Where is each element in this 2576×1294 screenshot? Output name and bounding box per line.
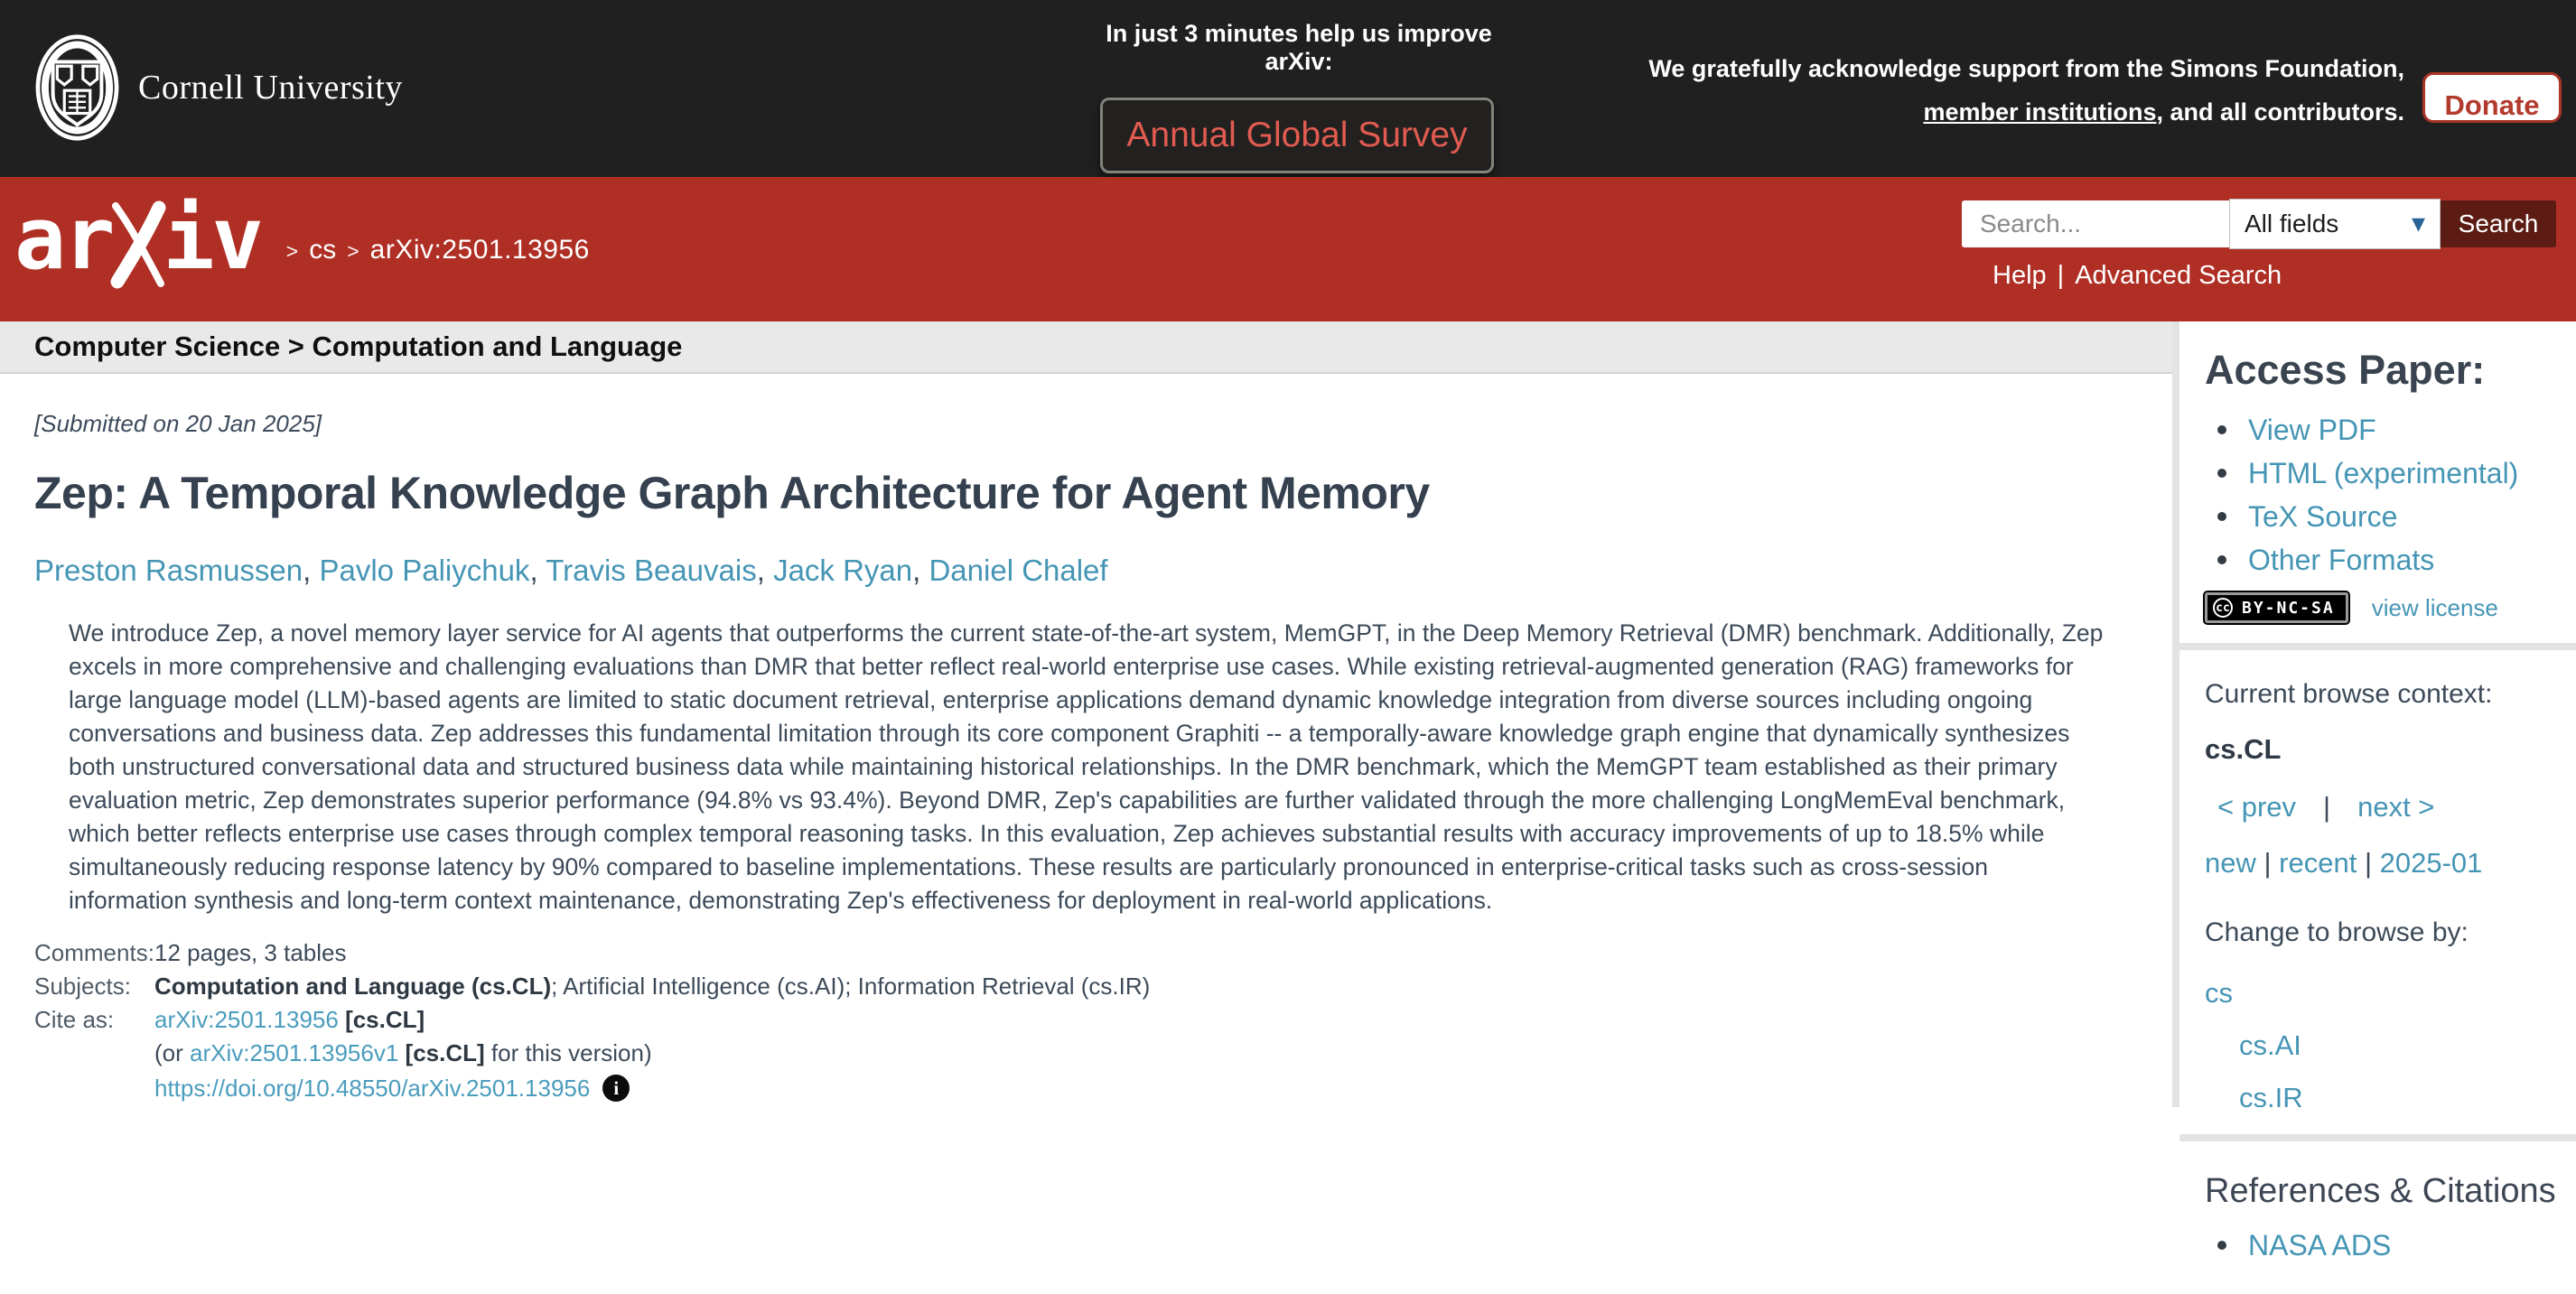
abs-main: [0, 321, 2172, 1107]
comments-label: Comments:: [34, 939, 154, 966]
pipe-separator: |: [2323, 791, 2331, 823]
listing-link[interactable]: new: [2205, 847, 2256, 879]
arxiv-logo[interactable]: [14, 190, 261, 289]
bullet-icon: [2217, 512, 2226, 521]
search-button[interactable]: Search: [2441, 200, 2556, 247]
member-institutions-link[interactable]: member institutions: [1923, 98, 2157, 126]
arxiv-logo-ar: ar: [14, 190, 113, 289]
sidebar-divider: [2179, 643, 2576, 650]
breadcrumb-paper-id: arXiv:2501.13956: [369, 235, 590, 265]
list-item: [2205, 499, 2558, 533]
cc-badge-label: BY-NC-SA: [2242, 598, 2335, 618]
content-sidebar-divider: [2172, 321, 2179, 1107]
html-experimental-link[interactable]: HTML (experimental): [2248, 456, 2519, 489]
info-icon[interactable]: i: [602, 1075, 630, 1102]
subjects-label: Subjects:: [34, 973, 131, 1000]
annual-global-survey-button[interactable]: Annual Global Survey: [1100, 98, 1494, 173]
author-link[interactable]: Travis Beauvais: [546, 554, 757, 587]
content-row: [0, 321, 2576, 1261]
support-line-1: We gratefully acknowledge support from the Simons Foundation,: [1648, 55, 2404, 82]
search-help-row: [1962, 261, 2556, 291]
list-item: [2205, 545, 2558, 574]
arxiv-chi-icon: [107, 195, 170, 293]
sidebar-divider: [2179, 1134, 2576, 1141]
listing-nav: [2205, 847, 2558, 880]
advanced-search-link[interactable]: Advanced Search: [2075, 261, 2282, 290]
separator: |: [2255, 847, 2280, 879]
chevron-down-icon: ▾: [2411, 209, 2425, 238]
references-citations-section: [2179, 1141, 2576, 1294]
access-links-list: [2205, 415, 2558, 574]
view-pdf-link[interactable]: View PDF: [2248, 413, 2376, 446]
primary-subject: Computation and Language (cs.CL): [154, 973, 552, 1000]
cite-id-line: [154, 1008, 652, 1031]
field-selector-value: All fields: [2245, 209, 2339, 237]
comments-row: [34, 941, 2138, 964]
bullet-icon: [2217, 425, 2226, 434]
listing-link[interactable]: 2025-01: [2379, 847, 2483, 879]
author-link[interactable]: Jack Ryan: [773, 554, 913, 587]
breadcrumb-gt-icon: >: [347, 239, 359, 263]
doi-line: [154, 1075, 652, 1102]
cs-category-link[interactable]: cs: [2205, 977, 2233, 1009]
browse-context-section: [2179, 650, 2576, 1134]
metadata-table: [34, 941, 2138, 1102]
references-links-list: [2205, 1228, 2558, 1261]
version-suffix: for this version): [484, 1039, 652, 1066]
cs-ai-category-link[interactable]: cs.AI: [2239, 1029, 2301, 1061]
subjects-row: [34, 974, 2138, 998]
author-link[interactable]: Preston Rasmussen: [34, 554, 303, 587]
separator: ,: [303, 554, 320, 587]
separator: ,: [529, 554, 546, 587]
cornell-brand-name: Cornell University: [138, 69, 403, 107]
bullet-icon: [2217, 1241, 2226, 1250]
breadcrumb: [275, 235, 590, 265]
arxiv-logo-iv: iv: [163, 190, 261, 289]
arxiv-banner: [0, 177, 2576, 321]
license-row: [2205, 592, 2558, 623]
cite-version-line: [154, 1041, 652, 1065]
cc-license-badge[interactable]: [2205, 592, 2348, 623]
authors-list: [34, 554, 2138, 588]
paper-title: Zep: A Temporal Knowledge Graph Architecture for Agent Memory: [34, 468, 1430, 518]
cite-as-label: Cite as:: [34, 1006, 115, 1033]
nasa-ads-link[interactable]: NASA ADS: [2248, 1228, 2392, 1261]
help-link[interactable]: Help: [1993, 261, 2047, 290]
search-input[interactable]: [1962, 200, 2229, 247]
view-license-link[interactable]: view license: [2371, 593, 2498, 621]
listing-link[interactable]: recent: [2279, 847, 2357, 879]
field-selector[interactable]: [2229, 199, 2441, 249]
other-subjects: ; Artificial Intelligence (cs.AI); Information Retrieval (cs.IR): [551, 973, 1151, 1000]
prev-next-nav: [2205, 791, 2558, 824]
list-item: [2205, 415, 2558, 444]
cc-icon: cc: [2213, 598, 2233, 618]
arxiv-version-link[interactable]: arXiv:2501.13956v1: [190, 1039, 399, 1066]
browse-context-value: cs.CL: [2205, 733, 2282, 765]
version-prefix: (or: [154, 1039, 190, 1066]
separator: |: [2357, 847, 2380, 879]
submission-date: [Submitted on 20 Jan 2025]: [34, 410, 322, 437]
category-subheader: Computer Science > Computation and Language: [0, 321, 2172, 374]
next-link[interactable]: next >: [2357, 791, 2435, 823]
change-browse-label: Change to browse by:: [2205, 917, 2469, 947]
arxiv-id-link[interactable]: arXiv:2501.13956: [154, 1006, 339, 1033]
tex-source-link[interactable]: TeX Source: [2248, 499, 2398, 533]
survey-prompt: In just 3 minutes help us improve arXiv:: [1106, 20, 1492, 75]
doi-link[interactable]: https://doi.org/10.48550/arXiv.2501.13956: [154, 1075, 591, 1102]
access-paper-section: [2179, 321, 2576, 643]
cite-as-value: [154, 1008, 652, 1102]
author-link[interactable]: Daniel Chalef: [929, 554, 1108, 587]
category-sub: [2239, 1082, 2558, 1114]
cornell-brand[interactable]: [34, 31, 403, 144]
category-root: [2205, 977, 2558, 1010]
bullet-icon: [2217, 555, 2226, 564]
separator: ,: [912, 554, 929, 587]
extra-services-sidebar: [2179, 321, 2576, 1261]
paper-abstract-block: [0, 374, 2172, 1102]
breadcrumb-gt-icon: >: [285, 239, 299, 263]
search-row: [1962, 200, 2556, 247]
bullet-icon: [2217, 469, 2226, 478]
list-item: [2205, 456, 2558, 489]
banner-logo-row: [14, 190, 590, 289]
cs-ir-category-link[interactable]: cs.IR: [2239, 1082, 2303, 1113]
support-acknowledgement: [1648, 47, 2404, 134]
breadcrumb-cs-link[interactable]: cs: [309, 235, 337, 265]
version-class: [cs.CL]: [405, 1039, 485, 1066]
references-citations-title: References & Citations: [2205, 1172, 2556, 1210]
cite-class: [cs.CL]: [345, 1006, 425, 1033]
pipe-separator: |: [2057, 261, 2065, 290]
search-area: [1962, 200, 2556, 291]
comments-value: 12 pages, 3 tables: [154, 939, 347, 966]
support-tail: , and all contributors.: [2156, 98, 2404, 126]
cite-as-row: [34, 1008, 2138, 1102]
donate-button[interactable]: Donate: [2422, 72, 2562, 123]
author-link[interactable]: Pavlo Paliychuk: [319, 554, 530, 587]
separator: ,: [756, 554, 774, 587]
survey-group: [1100, 20, 1498, 173]
category-sub: [2239, 1029, 2558, 1062]
access-paper-title: Access Paper:: [2205, 347, 2486, 393]
site-header: [0, 0, 2576, 177]
list-item: [2205, 1228, 2558, 1261]
other-formats-link[interactable]: Other Formats: [2248, 543, 2435, 576]
prev-link[interactable]: < prev: [2217, 791, 2297, 823]
support-line-2: [1648, 90, 2404, 134]
cornell-seal-icon: [34, 31, 120, 144]
browse-context-label: Current browse context:: [2205, 679, 2493, 709]
subjects-value: [154, 974, 1150, 998]
abstract-text: We introduce Zep, a novel memory layer service for AI agents that outperforms the current state-of-the-art system, MemGPT, in the Deep Memory Retrieval (DMR) benchmark. Additionally, Zep excels in more comprehensive and challenging evaluations than DMR that better reflect real-world enterprise use cases. While existing retrieval-augmented generation (RAG) frameworks for large language model (LLM)-based agents are limited to static document retrieval, enterprise applications demand dynamic knowledge integration from diverse sources including ongoing conversations and business data. Zep addresses this fundamental limitation through its core component Graphiti -- a temporally-aware knowledge graph engine that dynamically synthesizes both unstructured conversational data and structured business data while maintaining historical relationships. In the DMR benchmark, which the MemGPT team established as their primary evaluation metric, Zep demonstrates superior performance (94.8% vs 93.4%). Beyond DMR, Zep's capabilities are further validated through the more challenging LongMemEval benchmark, which better reflects enterprise use cases through complex temporal reasoning tasks. In this evaluation, Zep achieves substantial results with accuracy improvements of up to 18.5% while simultaneously reducing response latency by 90% compared to baseline implementations. These results are particularly pronounced in enterprise-critical tasks such as cross-session information synthesis and long-term context maintenance, demonstrating Zep's effectiveness for deployment in real-world applications.: [69, 619, 2104, 914]
